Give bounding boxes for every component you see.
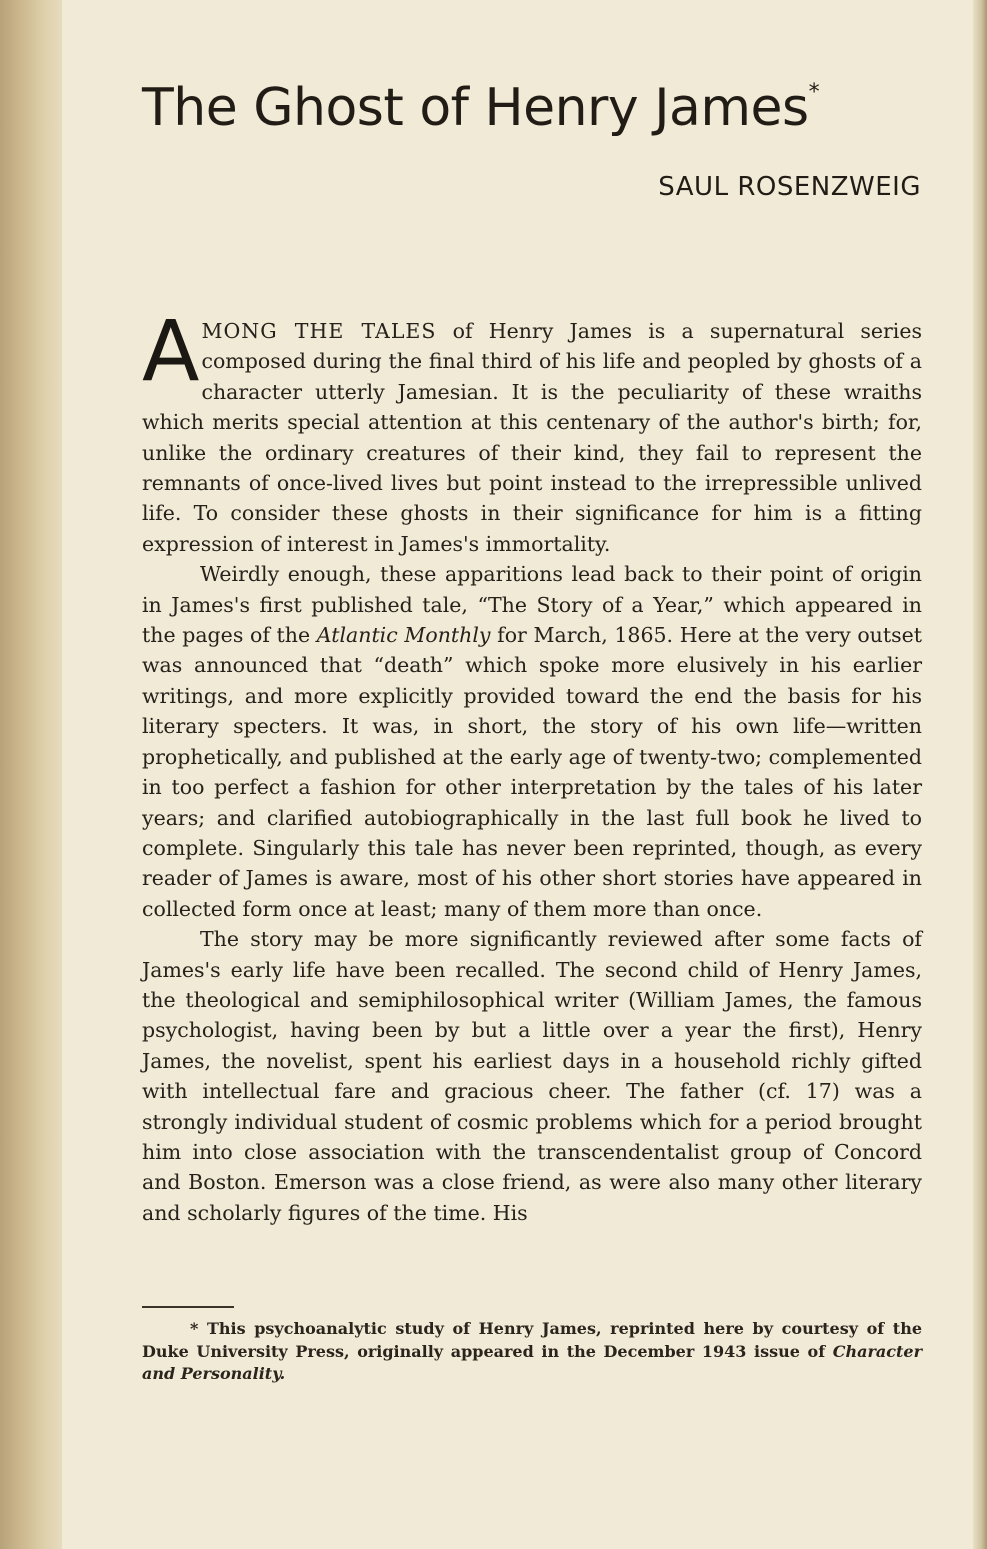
article-body [142,302,923,1228]
book-page [62,0,973,1549]
lead-in-small-caps: MONG THE TALES [201,319,437,343]
footnote-divider [142,1306,234,1308]
page-right-edge [973,0,987,1549]
footnote [142,1318,922,1386]
paragraph-2-text-end: for March, 1865. Here at the very outset was announced that “death” which spoke more elusively in his earlier writings, and more explicitly provided toward the end the basis for his literary specters. It was, in short, the story of his own life—written prophetically, and published at the early age of twenty-two; complemented in too perfect a fashion for other interpretation by the tales of his later years; and clarified autobiographically in the last full book he lived to complete. Singularly this tale has never been reprinted, though, as every reader of James is aware, most of his other short stories have appeared in collected form once at least; many of them more than once. [142,623,923,921]
drop-cap: A [142,302,200,400]
footnote-text: * This psychoanalytic study of Henry James, reprinted here by courtesy of the Duke University Press, originally appeared in the December 1943 issue of [142,1319,922,1361]
paragraph-2-text-start: Weirdly enough, these apparitions lead back to their point of origin in James's first published tale, “The Story of a Year,” which appeared in the pages of the [142,562,922,648]
paragraph-3-text: The story may be more significantly reviewed after some facts of James's early life have been recalled. The second child of Henry James, the theological and semiphilosophical writer (William James, the famous psychologist, having been by but a little over a year the first), Henry James, the novelist, spent his earliest days in a household richly gifted with intellectual fare and gracious cheer. The father (cf. 17) was a strongly individual student of cosmic problems which for a period brought him into close association with the transcendentalist group of Concord and Boston. Emerson was a close friend, as were also many other literary and scholarly figures of the time. His [142,927,922,1225]
footnote-marker: * [808,80,820,105]
paragraph-2 [142,559,922,924]
periodical-title: Atlantic Monthly [316,623,491,648]
book-spine-edge [0,0,62,1549]
article-title [142,78,819,138]
paragraph-1-text: of Henry James is a supernatural series composed during the final third of his life and peopled by ghosts of a character utterly Jamesian. It is the peculiarity of these wraiths which merits special attention at this centenary of the author's birth; for, unlike the ordinary creatures of their kind, they fail to represent the remnants of once-lived lives but point instead to the irrepressible unlived life. To consider these ghosts in their significance for him is a fitting expression of interest in James's immortality. [142,319,922,556]
author-name: SAUL ROSENZWEIG [658,172,921,202]
article-title-text: The Ghost of Henry James [142,78,809,138]
paragraph-1 [142,302,922,559]
paragraph-3 [142,924,922,1228]
journal-title: Character and Personality. [142,1341,922,1383]
